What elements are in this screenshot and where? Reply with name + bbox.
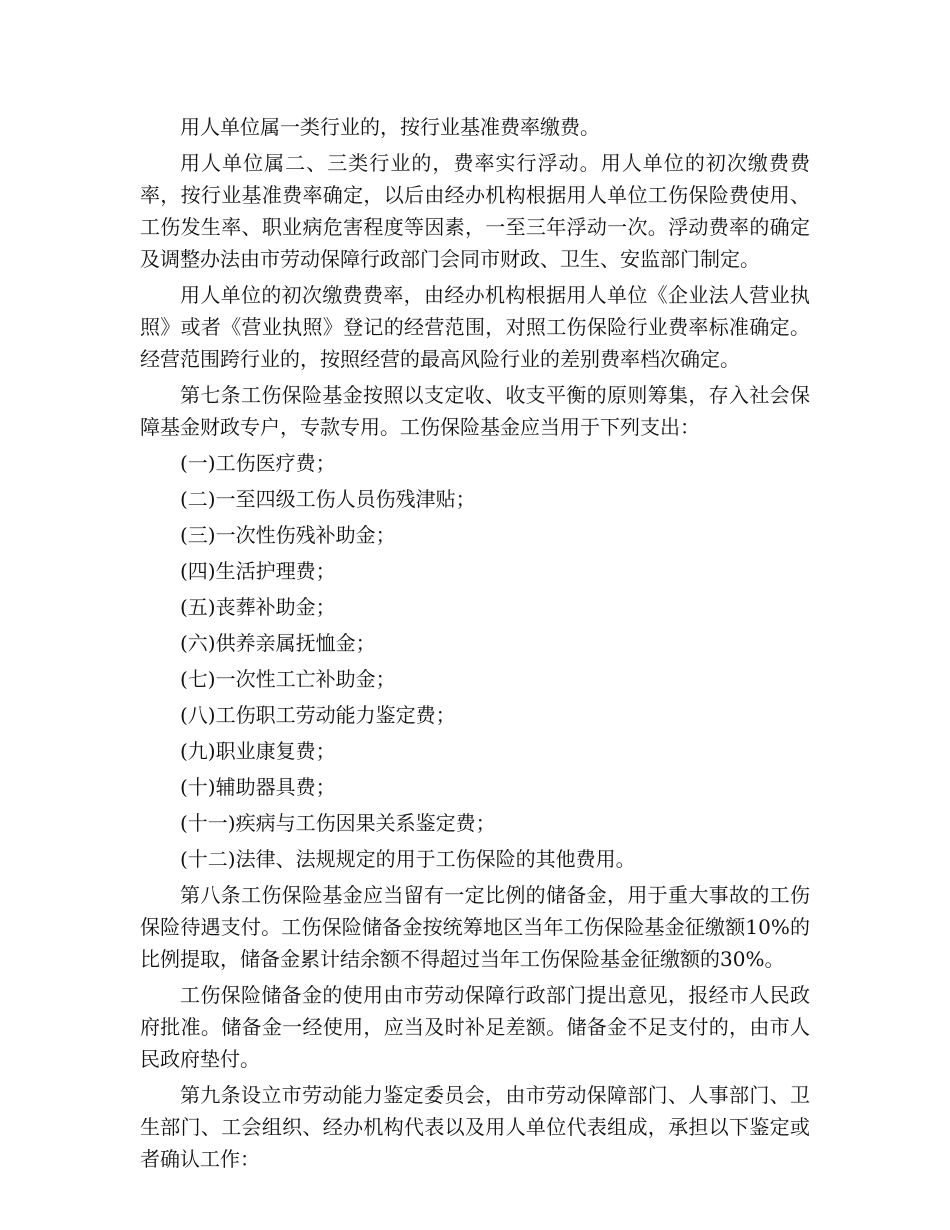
list-item: (一)工伤医疗费；	[180, 451, 336, 475]
list-item: (十)辅助器具费；	[180, 775, 336, 799]
list-item: (七)一次性工亡补助金；	[180, 667, 396, 691]
list-item: (九)职业康复费；	[180, 739, 336, 763]
paragraph-article-seven: 第七条工伤保险基金按照以支定收、收支平衡的原则筹集，存入社会保障基金财政专户，专款专用。工伤保险基金应当用于下列支出：	[140, 383, 810, 439]
list-item: (十二)法律、法规规定的用于工伤保险的其他费用。	[180, 847, 636, 871]
paragraph-reserve-usage: 工伤保险储备金的使用由市劳动保障行政部门提出意见，报经市人民政府批准。储备金一经使用，应当及时补足差额。储备金不足支付的，由市人民政府垫付。	[140, 983, 810, 1071]
paragraph-floating-rate: 用人单位属二、三类行业的，费率实行浮动。用人单位的初次缴费费率，按行业基准费率确定，以后由经办机构根据用人单位工伤保险费使用、工伤发生率、职业病危害程度等因素，一至三年浮动一次。浮动费率的确定及调整办法由市劳动保障行政部门会同市财政、卫生、安监部门制定。	[140, 151, 810, 271]
paragraph-initial-rate: 用人单位的初次缴费费率，由经办机构根据用人单位《企业法人营业执照》或者《营业执照》登记的经营范围，对照工伤保险行业费率标准确定。经营范围跨行业的，按照经营的最高风险行业的差别费率档次确定。	[140, 283, 810, 371]
paragraph-article-nine: 第九条设立市劳动能力鉴定委员会，由市劳动保障部门、人事部门、卫生部门、工会组织、经办机构代表以及用人单位代表组成，承担以下鉴定或者确认工作：	[140, 1083, 810, 1171]
list-item: (八)工伤职工劳动能力鉴定费；	[180, 703, 456, 727]
paragraph-industry-class-one: 用人单位属一类行业的，按行业基准费率缴费。	[180, 115, 600, 139]
list-item: (三)一次性伤残补助金；	[180, 523, 396, 547]
paragraph-article-eight: 第八条工伤保险基金应当留有一定比例的储备金，用于重大事故的工伤保险待遇支付。工伤保险储备金按统筹地区当年工伤保险基金征缴额10%的比例提取，储备金累计结余额不得超过当年工伤保险基金征缴额的30%。	[140, 883, 810, 971]
expenditure-list	[140, 447, 810, 875]
list-item: (十一)疾病与工伤因果关系鉴定费；	[180, 811, 496, 835]
list-item: (五)丧葬补助金；	[180, 595, 336, 619]
list-item: (二)一至四级工伤人员伤残津贴；	[180, 487, 476, 511]
list-item: (四)生活护理费；	[180, 559, 336, 583]
list-item: (六)供养亲属抚恤金；	[180, 631, 376, 655]
